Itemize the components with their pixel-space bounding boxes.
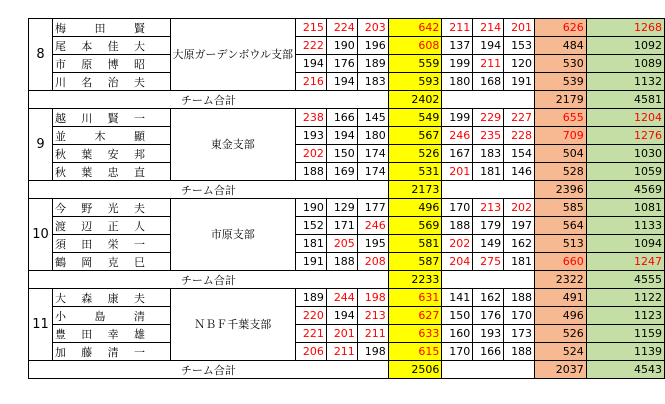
subtotal2-score: 484 <box>535 37 587 55</box>
player-row <box>29 199 665 217</box>
game-score: 202 <box>504 199 535 217</box>
game-score: 213 <box>357 307 388 325</box>
player-name: 小島清 <box>54 309 145 323</box>
game-score: 188 <box>504 343 535 361</box>
game-score: 153 <box>504 37 535 55</box>
team-grand-total: 4569 <box>586 181 664 199</box>
player-name-cell <box>52 343 170 361</box>
team-total-label: チーム合計 <box>29 181 389 199</box>
grand-total-score: 1133 <box>586 217 664 235</box>
game-score: 224 <box>326 19 357 37</box>
player-name: 鶴岡克巳 <box>54 255 145 269</box>
player-name-cell <box>52 199 170 217</box>
subtotal2-score: 530 <box>535 55 587 73</box>
game-score: 211 <box>473 55 504 73</box>
team-total-row <box>29 271 665 289</box>
player-name: 渡辺正人 <box>54 219 145 233</box>
game-score: 205 <box>326 235 357 253</box>
game-score: 213 <box>473 199 504 217</box>
game-score: 168 <box>473 73 504 91</box>
team-total-row <box>29 361 665 379</box>
group-number: 9 <box>29 109 53 181</box>
subtotal-score: 642 <box>388 19 442 37</box>
player-row <box>29 163 665 181</box>
game-score: 228 <box>504 127 535 145</box>
game-score: 152 <box>296 217 327 235</box>
grand-total-score: 1204 <box>586 109 664 127</box>
subtotal-score: 526 <box>388 145 442 163</box>
game-score: 181 <box>296 235 327 253</box>
subtotal2-score: 585 <box>535 199 587 217</box>
player-name: 尾本佳大 <box>54 39 145 53</box>
game-score: 183 <box>357 73 388 91</box>
player-name: 秋葉忠直 <box>54 165 145 179</box>
game-score: 222 <box>296 37 327 55</box>
game-score: 211 <box>326 343 357 361</box>
subtotal2-score: 709 <box>535 127 587 145</box>
grand-total-score: 1030 <box>586 145 664 163</box>
subtotal-score: 549 <box>388 109 442 127</box>
player-name: 大森康夫 <box>54 291 145 305</box>
team-total-label: チーム合計 <box>29 91 389 109</box>
blank-cell <box>442 91 535 109</box>
branch-name: 大原ガーデンボウル支部 <box>170 19 295 91</box>
subtotal2-score: 528 <box>535 163 587 181</box>
game-score: 183 <box>473 145 504 163</box>
player-name-cell <box>52 325 170 343</box>
team-total-label: チーム合計 <box>29 271 389 289</box>
player-row <box>29 253 665 271</box>
game-score: 167 <box>442 145 473 163</box>
game-score: 120 <box>504 55 535 73</box>
team-subtotal2: 2396 <box>535 181 587 199</box>
team-grand-total: 4555 <box>586 271 664 289</box>
grand-total-score: 1268 <box>586 19 664 37</box>
game-score: 197 <box>504 217 535 235</box>
game-score: 188 <box>442 217 473 235</box>
player-name-cell <box>52 55 170 73</box>
game-score: 173 <box>504 325 535 343</box>
game-score: 177 <box>357 199 388 217</box>
game-score: 189 <box>296 289 327 307</box>
player-row <box>29 343 665 361</box>
game-score: 202 <box>442 235 473 253</box>
player-row <box>29 217 665 235</box>
game-score: 191 <box>296 253 327 271</box>
subtotal-score: 496 <box>388 199 442 217</box>
branch-name: 東金支部 <box>170 109 295 181</box>
game-score: 238 <box>296 109 327 127</box>
game-score: 169 <box>326 163 357 181</box>
blank-cell <box>442 361 535 379</box>
game-score: 181 <box>473 163 504 181</box>
subtotal-score: 559 <box>388 55 442 73</box>
game-score: 196 <box>357 37 388 55</box>
subtotal2-score: 539 <box>535 73 587 91</box>
game-score: 246 <box>442 127 473 145</box>
group-number: 10 <box>29 199 53 271</box>
game-score: 208 <box>357 253 388 271</box>
player-row <box>29 235 665 253</box>
subtotal-score: 587 <box>388 253 442 271</box>
subtotal2-score: 526 <box>535 325 587 343</box>
team-subtotal: 2173 <box>388 181 442 199</box>
game-score: 180 <box>357 127 388 145</box>
game-score: 150 <box>442 307 473 325</box>
grand-total-score: 1132 <box>586 73 664 91</box>
player-name: 須田栄一 <box>54 237 145 251</box>
grand-total-score: 1159 <box>586 325 664 343</box>
subtotal-score: 569 <box>388 217 442 235</box>
game-score: 180 <box>442 73 473 91</box>
game-score: 154 <box>504 145 535 163</box>
game-score: 194 <box>326 127 357 145</box>
player-row <box>29 127 665 145</box>
game-score: 194 <box>326 73 357 91</box>
grand-total-score: 1089 <box>586 55 664 73</box>
subtotal2-score: 496 <box>535 307 587 325</box>
game-score: 190 <box>326 37 357 55</box>
game-score: 170 <box>442 199 473 217</box>
game-score: 194 <box>326 307 357 325</box>
game-score: 216 <box>296 73 327 91</box>
player-row <box>29 37 665 55</box>
game-score: 189 <box>357 55 388 73</box>
player-name-cell <box>52 145 170 163</box>
game-score: 181 <box>504 253 535 271</box>
game-score: 193 <box>296 127 327 145</box>
player-name: 秋葉安邦 <box>54 147 145 161</box>
game-score: 170 <box>442 343 473 361</box>
game-score: 194 <box>296 55 327 73</box>
game-score: 176 <box>326 55 357 73</box>
subtotal-score: 567 <box>388 127 442 145</box>
grand-total-score: 1122 <box>586 289 664 307</box>
grand-total-score: 1092 <box>586 37 664 55</box>
game-score: 211 <box>442 19 473 37</box>
subtotal-score: 581 <box>388 235 442 253</box>
game-score: 215 <box>296 19 327 37</box>
game-score: 198 <box>357 289 388 307</box>
game-score: 199 <box>442 55 473 73</box>
score-table <box>28 18 665 379</box>
game-score: 211 <box>357 325 388 343</box>
game-score: 199 <box>442 109 473 127</box>
grand-total-score: 1094 <box>586 235 664 253</box>
player-name: 市原博昭 <box>54 57 145 71</box>
player-row <box>29 73 665 91</box>
subtotal2-score: 513 <box>535 235 587 253</box>
game-score: 227 <box>504 109 535 127</box>
game-score: 203 <box>357 19 388 37</box>
game-score: 206 <box>296 343 327 361</box>
game-score: 141 <box>442 289 473 307</box>
grand-total-score: 1139 <box>586 343 664 361</box>
player-name-cell <box>52 127 170 145</box>
game-score: 149 <box>473 235 504 253</box>
player-name-cell <box>52 19 170 37</box>
player-row <box>29 19 665 37</box>
game-score: 191 <box>504 73 535 91</box>
game-score: 170 <box>504 307 535 325</box>
game-score: 166 <box>473 343 504 361</box>
branch-name: ＮＢＦ千葉支部 <box>170 289 295 361</box>
game-score: 179 <box>473 217 504 235</box>
game-score: 129 <box>326 199 357 217</box>
player-name-cell <box>52 289 170 307</box>
game-score: 204 <box>442 253 473 271</box>
team-total-label: チーム合計 <box>29 361 389 379</box>
team-grand-total: 4581 <box>586 91 664 109</box>
player-name: 川名治夫 <box>54 75 145 89</box>
team-total-row <box>29 181 665 199</box>
subtotal-score: 627 <box>388 307 442 325</box>
subtotal2-score: 491 <box>535 289 587 307</box>
player-name-cell <box>52 109 170 127</box>
game-score: 160 <box>442 325 473 343</box>
game-score: 162 <box>473 289 504 307</box>
game-score: 188 <box>326 253 357 271</box>
subtotal2-score: 524 <box>535 343 587 361</box>
game-score: 195 <box>357 235 388 253</box>
blank-cell <box>442 271 535 289</box>
player-name-cell <box>52 163 170 181</box>
grand-total-score: 1081 <box>586 199 664 217</box>
subtotal-score: 531 <box>388 163 442 181</box>
game-score: 174 <box>357 145 388 163</box>
grand-total-score: 1123 <box>586 307 664 325</box>
player-name-cell <box>52 235 170 253</box>
subtotal-score: 633 <box>388 325 442 343</box>
player-name-cell <box>52 253 170 271</box>
player-name: 並木顯 <box>54 129 145 143</box>
subtotal2-score: 564 <box>535 217 587 235</box>
team-total-row <box>29 91 665 109</box>
game-score: 171 <box>326 217 357 235</box>
player-name: 今野光夫 <box>54 201 145 215</box>
game-score: 166 <box>326 109 357 127</box>
game-score: 275 <box>473 253 504 271</box>
team-subtotal2: 2037 <box>535 361 587 379</box>
game-score: 193 <box>473 325 504 343</box>
game-score: 174 <box>357 163 388 181</box>
game-score: 137 <box>442 37 473 55</box>
game-score: 229 <box>473 109 504 127</box>
game-score: 188 <box>504 289 535 307</box>
subtotal2-score: 660 <box>535 253 587 271</box>
player-name: 加藤清一 <box>54 345 145 359</box>
game-score: 201 <box>326 325 357 343</box>
player-name-cell <box>52 37 170 55</box>
player-name-cell <box>52 217 170 235</box>
grand-total-score: 1059 <box>586 163 664 181</box>
game-score: 162 <box>504 235 535 253</box>
branch-name: 市原支部 <box>170 199 295 271</box>
team-subtotal2: 2322 <box>535 271 587 289</box>
game-score: 202 <box>296 145 327 163</box>
player-row <box>29 289 665 307</box>
game-score: 194 <box>473 37 504 55</box>
game-score: 176 <box>473 307 504 325</box>
team-subtotal: 2402 <box>388 91 442 109</box>
game-score: 214 <box>473 19 504 37</box>
group-number: 11 <box>29 289 53 361</box>
subtotal2-score: 626 <box>535 19 587 37</box>
subtotal-score: 608 <box>388 37 442 55</box>
player-row <box>29 109 665 127</box>
game-score: 244 <box>326 289 357 307</box>
blank-cell <box>442 181 535 199</box>
game-score: 190 <box>296 199 327 217</box>
team-subtotal: 2506 <box>388 361 442 379</box>
group-number: 8 <box>29 19 53 91</box>
game-score: 201 <box>442 163 473 181</box>
subtotal2-score: 504 <box>535 145 587 163</box>
player-name: 梅田賢 <box>54 21 145 35</box>
game-score: 198 <box>357 343 388 361</box>
team-grand-total: 4543 <box>586 361 664 379</box>
player-name-cell <box>52 307 170 325</box>
player-name: 越川賢一 <box>54 111 145 125</box>
subtotal-score: 615 <box>388 343 442 361</box>
game-score: 146 <box>504 163 535 181</box>
grand-total-score: 1276 <box>586 127 664 145</box>
game-score: 150 <box>326 145 357 163</box>
player-name-cell <box>52 73 170 91</box>
grand-total-score: 1247 <box>586 253 664 271</box>
subtotal2-score: 655 <box>535 109 587 127</box>
game-score: 235 <box>473 127 504 145</box>
player-row <box>29 307 665 325</box>
game-score: 188 <box>296 163 327 181</box>
player-name: 豊田幸雄 <box>54 327 145 341</box>
game-score: 145 <box>357 109 388 127</box>
player-row <box>29 145 665 163</box>
game-score: 246 <box>357 217 388 235</box>
game-score: 220 <box>296 307 327 325</box>
player-row <box>29 55 665 73</box>
subtotal-score: 631 <box>388 289 442 307</box>
game-score: 201 <box>504 19 535 37</box>
subtotal-score: 593 <box>388 73 442 91</box>
player-row <box>29 325 665 343</box>
game-score: 221 <box>296 325 327 343</box>
team-subtotal2: 2179 <box>535 91 587 109</box>
team-subtotal: 2233 <box>388 271 442 289</box>
